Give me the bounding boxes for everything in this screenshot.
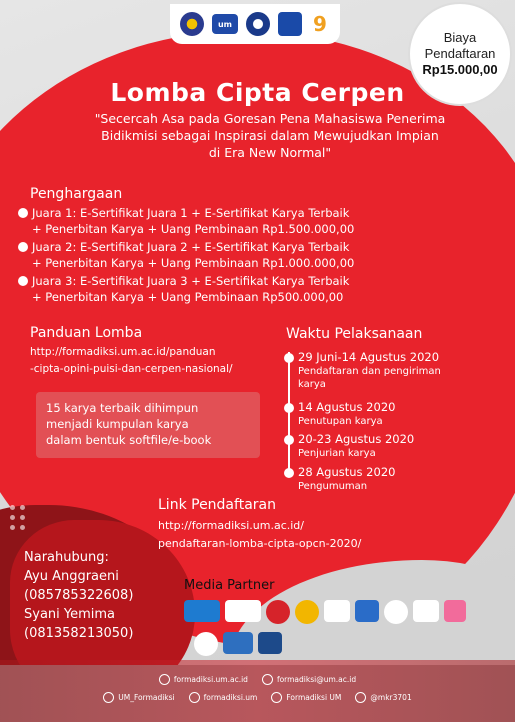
- guide-link[interactable]: [30, 344, 290, 378]
- award-line: + Penerbitan Karya + Uang Pembinaan Rp1.500.000,00: [32, 222, 355, 236]
- timeline-date: 20-23 Agustus 2020: [298, 432, 415, 446]
- media-partner-white-logo: [324, 600, 350, 622]
- timeline-dot-icon: [284, 435, 294, 445]
- timeline-desc: Penutupan karya: [298, 416, 383, 427]
- footer-social-item[interactable]: [189, 692, 258, 703]
- award-item: [18, 239, 418, 271]
- fee-label-line2: Pendaftaran: [424, 46, 496, 61]
- media-partner-yellow-logo: [295, 600, 319, 624]
- timeline-dot-icon: [284, 468, 294, 478]
- um-logo: um: [212, 14, 238, 34]
- nine-logo: 9: [310, 12, 330, 36]
- social-text: formadiksi@um.ac.id: [276, 675, 357, 684]
- registration-heading: Link Pendaftaran: [158, 497, 276, 513]
- media-partner-blue-logo: [184, 600, 220, 622]
- social-text: formadiksi.um: [203, 693, 258, 702]
- timeline-desc: Pengumuman: [298, 481, 368, 492]
- social-text: @mkr3701: [370, 693, 412, 702]
- contact-block: [24, 548, 174, 643]
- media-partner-red-logo: [266, 600, 290, 624]
- contact-name: Ayu Anggraeni: [24, 569, 119, 584]
- footer-social-item[interactable]: [103, 692, 174, 703]
- instagram-icon: [159, 674, 170, 685]
- best-works-note: [36, 392, 260, 458]
- poster-subtitle: [70, 110, 470, 161]
- footer-social-row: [0, 692, 515, 703]
- media-partner-row: [184, 600, 466, 624]
- registration-link-line[interactable]: http://formadiksi.um.ac.id/: [158, 519, 304, 532]
- media-partner-heading: Media Partner: [184, 578, 275, 593]
- timeline-item: [284, 350, 484, 391]
- footer-social-row: [0, 674, 515, 685]
- media-partner-bem-logo: [444, 600, 466, 622]
- note-line: menjadi kumpulan karya: [46, 417, 189, 431]
- bullet-icon: [18, 242, 28, 252]
- timeline-date: 29 Juni-14 Agustus 2020: [298, 350, 440, 364]
- guide-link-line[interactable]: http://formadiksi.um.ac.id/panduan: [30, 346, 216, 358]
- awards-list: [18, 205, 418, 307]
- timeline-dot-icon: [284, 353, 294, 363]
- awards-heading: Penghargaan: [30, 186, 123, 202]
- media-partner-green-logo: [225, 600, 261, 622]
- media-partner-row: [194, 632, 282, 656]
- guide-link-line[interactable]: -cipta-opini-puisi-dan-cerpen-nasional/: [30, 363, 233, 375]
- contact-heading: Narahubung:: [24, 550, 109, 565]
- subtitle-line: "Secercah Asa pada Goresan Pena Mahasiswa Penerima: [94, 111, 446, 126]
- schedule-heading: Waktu Pelaksanaan: [286, 326, 423, 342]
- registration-link-line[interactable]: pendaftaran-lomba-cipta-opcn-2020/: [158, 537, 362, 550]
- organization-emblem-icon: [278, 12, 302, 36]
- award-line: + Penerbitan Karya + Uang Pembinaan Rp500.000,00: [32, 290, 344, 304]
- bullet-icon: [18, 276, 28, 286]
- footer-red-overlay: [0, 660, 515, 722]
- subtitle-line: di Era New Normal": [208, 145, 332, 160]
- timeline-dot-icon: [284, 403, 294, 413]
- contact-phone[interactable]: (085785322608): [24, 588, 134, 603]
- media-partner-mountain-logo: [355, 600, 379, 622]
- media-partner-ie-logo: [384, 600, 408, 624]
- timeline-item: [284, 400, 484, 428]
- footer-social-item[interactable]: [262, 674, 356, 685]
- timeline-desc: Penjurian karya: [298, 448, 376, 459]
- fee-amount: Rp15.000,00: [422, 62, 498, 77]
- note-line: 15 karya terbaik dihimpun: [46, 401, 199, 415]
- email-icon: [262, 674, 273, 685]
- timeline-desc: Pendaftaran dan pengiriman: [298, 366, 441, 377]
- line-icon: [189, 692, 200, 703]
- fee-label-line1: Biaya: [443, 30, 477, 45]
- twitter-icon: [103, 692, 114, 703]
- award-line: Juara 3: E-Sertifikat Juara 3 + E-Sertifikat Karya Terbaik: [32, 274, 350, 288]
- footer-social-item[interactable]: [271, 692, 341, 703]
- media-partner-berita-logo: [223, 632, 253, 654]
- timeline-date: 14 Agustus 2020: [298, 400, 396, 414]
- timeline-date: 28 Agustus 2020: [298, 465, 396, 479]
- award-line: Juara 2: E-Sertifikat Juara 2 + E-Sertifikat Karya Terbaik: [32, 240, 350, 254]
- guide-heading: Panduan Lomba: [30, 325, 143, 341]
- bidikmisi-logo-icon: [246, 12, 270, 36]
- award-item: [18, 273, 418, 305]
- media-partner-square-logo: [258, 632, 282, 654]
- footer-social-item[interactable]: [355, 692, 411, 703]
- award-item: [18, 205, 418, 237]
- social-text: formadiksi.um.ac.id: [173, 675, 248, 684]
- bullet-icon: [18, 208, 28, 218]
- timeline-desc: karya: [298, 379, 326, 390]
- registration-link[interactable]: [158, 517, 458, 553]
- social-text: Formadiksi UM: [286, 693, 342, 702]
- footer-social-item[interactable]: [159, 674, 248, 685]
- university-seal-icon: [180, 12, 204, 36]
- social-text: UM_Formadiksi: [118, 693, 175, 702]
- note-line: dalam bentuk softfile/e-book: [46, 433, 212, 447]
- sponsor-logo-bar: [170, 4, 340, 44]
- contact-name: Syani Yemima: [24, 607, 116, 622]
- media-partner-jatim-media-logo: [413, 600, 439, 622]
- award-line: Juara 1: E-Sertifikat Juara 1 + E-Sertifikat Karya Terbaik: [32, 206, 350, 220]
- line-id-icon: [355, 692, 366, 703]
- poster-title: Lomba Cipta Cerpen: [110, 78, 405, 107]
- timeline-item: [284, 432, 484, 460]
- facebook-youtube-icon: [271, 692, 282, 703]
- award-line: + Penerbitan Karya + Uang Pembinaan Rp1.000.000,00: [32, 256, 355, 270]
- decorative-dots: [10, 505, 34, 545]
- media-partner-round-logo: [194, 632, 218, 656]
- contact-phone[interactable]: (081358213050): [24, 626, 134, 641]
- timeline-item: [284, 465, 484, 493]
- subtitle-line: Bidikmisi sebagai Inspirasi dalam Mewujudkan Impian: [101, 128, 439, 143]
